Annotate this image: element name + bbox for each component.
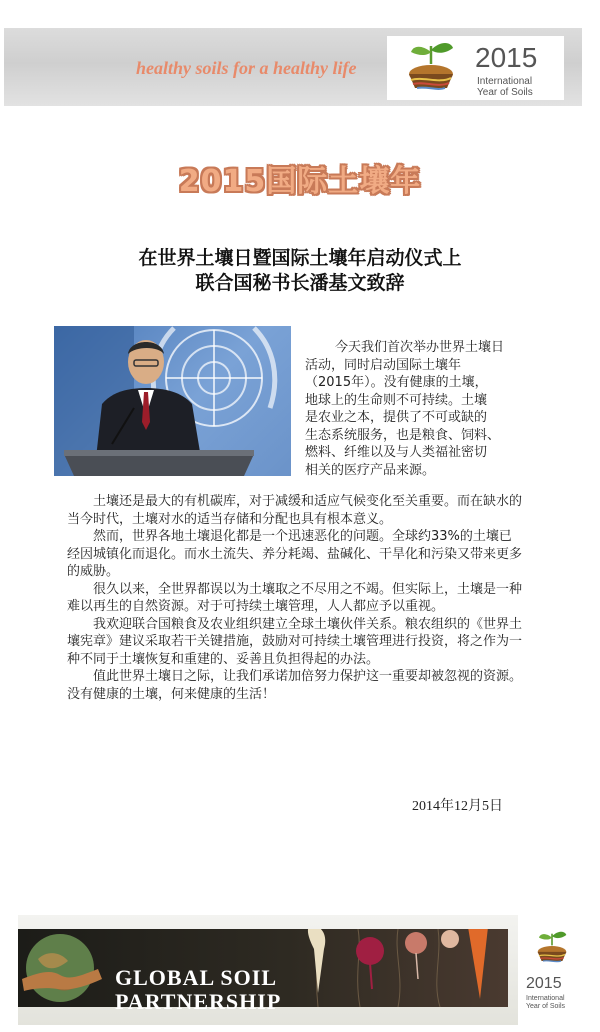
paragraph: 值此世界土壤日之际，让我们承诺加倍努力保护这一重要却被忽视的资源。 没有健康的土壤，何来健康的生活！ (67, 669, 523, 702)
logo-caption (477, 76, 533, 98)
footer-banner (18, 915, 586, 1025)
intro-line: 活动，同时启动国际土壤年 (305, 357, 462, 373)
intro-line: 生态系统服务，也是粮食、饲料、 (305, 427, 501, 443)
intro-line: 是农业之本，提供了不可或缺的 (305, 410, 488, 425)
footer-iys-logo (518, 915, 586, 1025)
footer-logo-caption-line1: International (526, 995, 565, 1002)
speaker-photo (54, 326, 291, 476)
photo-illustration (54, 326, 291, 476)
header-banner (4, 28, 582, 106)
gsp-title (115, 966, 281, 1014)
footer-logo-caption-line2: Year of Soils (526, 1003, 566, 1010)
footer-logo-caption (526, 995, 565, 1011)
logo-caption-line2: Year of Soils (477, 87, 533, 98)
intro-line: 燃料、纤维以及与人类福祉密切 (305, 445, 488, 460)
iys-logo (387, 36, 564, 100)
soil-sprout-icon (391, 38, 471, 98)
paragraph: 土壤还是最大的有机碳库，对于减缓和适应气候变化至关重要。而在缺水的当今时代，土壤对水的适当存储和分配也具有根本意义。 (67, 494, 523, 527)
logo-caption-line1: International (477, 76, 533, 87)
gsp-title-line2: PARTNERSHIP (115, 989, 282, 1014)
logo-year: 2015 (475, 42, 538, 73)
intro-text (305, 339, 545, 479)
paragraph: 很久以来，全世界都误以为土壤取之不尽用之不竭。但实际上，土壤是一种难以再生的自然资源。对于可持续土壤管理，人人都应予以重视。 (67, 581, 523, 614)
tagline: healthy soils for a healthy life (136, 58, 357, 78)
footer-logo-year: 2015 (526, 975, 562, 992)
paragraph: 我欢迎联合国粮食及农业组织建立全球土壤伙伴关系。粮农组织的《世界土壤宪章》建议采取若干关键措施，鼓励对可持续土壤管理进行投资，将之作为一种不同于土壤恢复和重建的、妥善且负担得起的办法。 (67, 616, 523, 667)
globe-hands-icon (22, 934, 102, 1002)
intro-line: 今天我们首次举办世界土壤日 (335, 340, 505, 355)
page-title: 2015国际土壤年 (178, 164, 422, 199)
soil-sprout-icon (526, 923, 578, 973)
gsp-banner (18, 929, 508, 1014)
intro-line: 相关的医疗产品来源。 (305, 462, 436, 478)
speech-body (67, 493, 522, 703)
paragraph: 然而，世界各地土壤退化都是一个迅速恶化的问题。全球约33%的土壤已经因城镇化而退化。而水土流失、养分耗竭、盐碱化、干旱化和污染又带来更多的威胁。 (67, 529, 523, 579)
intro-line: （2015年）。没有健康的土壤， (305, 375, 488, 390)
subtitle-line1: 在世界土壤日暨国际土壤年启动仪式上 (138, 247, 462, 269)
speech-date: 2014年12月5日 (412, 799, 503, 814)
intro-line: 地球上的生命则不可持续。土壤 (305, 392, 488, 408)
subtitle-line2: 联合国秘书长潘基文致辞 (195, 272, 405, 294)
gsp-title-line1: GLOBAL SOIL (115, 965, 278, 990)
